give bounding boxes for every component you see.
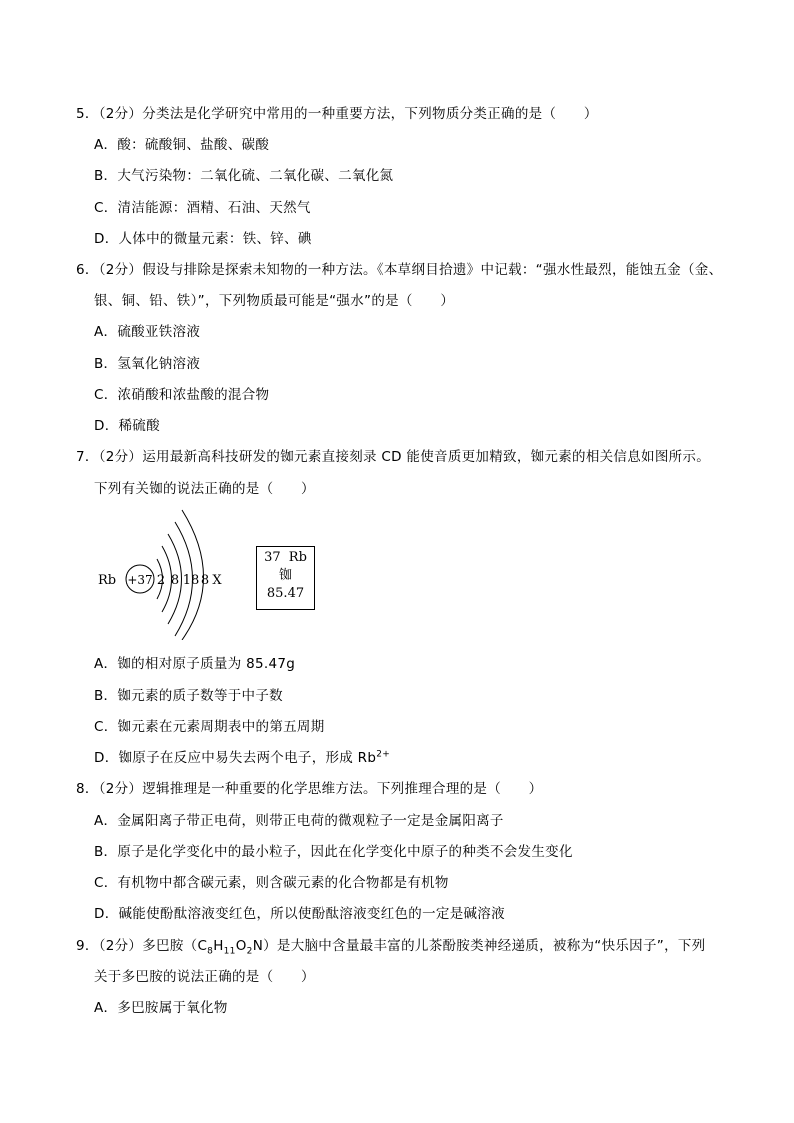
q5-option-d: D．人体中的微量元素：铁、锌、碘 bbox=[94, 231, 312, 247]
q9-stem-line1 bbox=[76, 934, 705, 957]
diagram-element-symbol: Rb bbox=[98, 573, 117, 588]
element-card-name: 铷 bbox=[278, 568, 292, 583]
shell-electrons-2: 8 bbox=[170, 573, 180, 588]
q7-option-c: C．铷元素在元素周期表中的第五周期 bbox=[94, 719, 325, 735]
q9-stem-prefix: 9．（2分）多巴胺（ bbox=[76, 938, 198, 954]
q5-option-a: A．酸：硫酸铜、盐酸、碳酸 bbox=[94, 137, 270, 153]
shell-electrons-1: 2 bbox=[156, 573, 166, 588]
q8-option-a: A．金属阳离子带正电荷，则带正电荷的微观粒子一定是金属阳离子 bbox=[94, 813, 504, 829]
dopamine-formula: $C_8H_{11}O_2N$ bbox=[197, 938, 264, 957]
q9-stem-suffix: ）是大脑中含量最丰富的儿茶酚胺类神经递质，被称为“快乐因子”，下列 bbox=[263, 938, 706, 954]
shell-electrons-4: 8 bbox=[200, 573, 210, 588]
q8-stem: 8．（2分）逻辑推理是一种重要的化学思维方法。下列推理合理的是（ ） bbox=[76, 781, 543, 797]
element-card-number: 37 bbox=[264, 550, 281, 565]
element-card bbox=[256, 546, 315, 610]
q7-option-b: B．铷元素的质子数等于中子数 bbox=[94, 688, 283, 704]
q8-option-c: C．有机物中都含碳元素，则含碳元素的化合物都是有机物 bbox=[94, 875, 449, 891]
q5-option-c: C．清洁能源：酒精、石油、天然气 bbox=[94, 200, 311, 216]
q6-stem-line2: 银、铜、铅、铁）”，下列物质最可能是“强水”的是（ ） bbox=[94, 293, 455, 309]
q6-stem-line1: 6．（2分）假设与排除是探索未知物的一种方法。《本草纲目拾遗》中记载：“强水性最烈，能蚀五金（金、 bbox=[76, 262, 723, 278]
q5-stem: 5．（2分）分类法是化学研究中常用的一种重要方法，下列物质分类正确的是（ ） bbox=[76, 106, 598, 122]
q6-option-a: A．硫酸亚铁溶液 bbox=[94, 324, 201, 340]
q7-stem-line2: 下列有关铷的说法正确的是（ ） bbox=[94, 481, 315, 497]
q6-option-b: B．氢氧化钠溶液 bbox=[94, 356, 201, 372]
q7-option-d-text: D．铷原子在反应中易失去两个电子，形成 Rb bbox=[94, 750, 377, 766]
element-card-symbol: Rb bbox=[288, 550, 307, 565]
q6-option-c: C．浓硝酸和浓盐酸的混合物 bbox=[94, 387, 270, 403]
shell-electrons-3: 18 bbox=[182, 573, 200, 588]
q8-option-b: B．原子是化学变化中的最小粒子，因此在化学变化中原子的种类不会发生变化 bbox=[94, 844, 573, 860]
shell-electrons-5: X bbox=[212, 573, 222, 588]
q9-option-a: A．多巴胺属于氧化物 bbox=[94, 1000, 228, 1016]
q9-stem-line2: 关于多巴胺的说法正确的是（ ） bbox=[94, 969, 315, 985]
q7-stem-line1: 7．（2分）运用最新高科技研发的铷元素直接刻录 CD 能使音质更加精致，铷元素的相关信息如图所示。 bbox=[76, 449, 711, 465]
atomic-structure-diagram bbox=[95, 506, 235, 640]
q5-option-b: B．大气污染物：二氧化硫、二氧化碳、二氧化氮 bbox=[94, 168, 394, 184]
element-card-mass: 85.47 bbox=[266, 586, 305, 601]
q7-option-d-charge: 2+ bbox=[376, 749, 391, 760]
q6-option-d: D．稀硫酸 bbox=[94, 418, 160, 434]
q8-option-d: D．碱能使酚酞溶液变红色，所以使酚酞溶液变红色的一定是碱溶液 bbox=[94, 906, 505, 922]
q7-option-d bbox=[94, 746, 390, 766]
nucleus-charge: +37 bbox=[127, 573, 153, 587]
q7-option-a: A．铷的相对原子质量为 85.47g bbox=[94, 656, 296, 672]
